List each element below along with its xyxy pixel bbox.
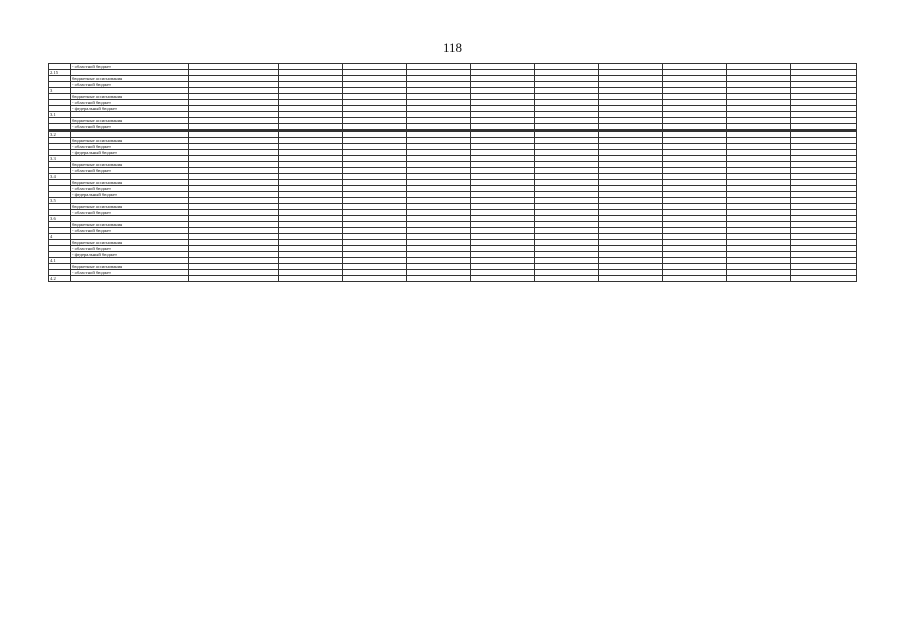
row-name-cell: - областной бюджет <box>71 210 189 216</box>
amount-cell <box>663 276 727 282</box>
row-name-cell: бюджетные ассигнования <box>71 264 189 270</box>
row-name-cell: - федеральный бюджет <box>71 192 189 198</box>
amount-cell <box>727 276 791 282</box>
amount-cell <box>791 276 857 282</box>
row-number-cell: 3.3 <box>49 156 71 162</box>
row-number-cell: 3.6 <box>49 216 71 222</box>
row-name-cell: - областной бюджет <box>71 270 189 276</box>
row-name-cell: - областной бюджет <box>71 144 189 150</box>
row-name-cell: бюджетные ассигнования <box>71 94 189 100</box>
row-name-cell: - федеральный бюджет <box>71 106 189 112</box>
row-name-cell: - областной бюджет <box>71 100 189 106</box>
table-row <box>49 276 857 282</box>
row-number-cell: 2.15 <box>49 70 71 76</box>
amount-cell <box>599 276 663 282</box>
amount-cell <box>279 276 343 282</box>
row-name-cell: - областной бюджет <box>71 246 189 252</box>
row-name-cell: бюджетные ассигнования <box>71 222 189 228</box>
row-number-cell: 4.2 <box>49 276 71 282</box>
row-number-cell: 4 <box>49 234 71 240</box>
executor-cell <box>189 276 279 282</box>
budget-table-body <box>49 64 857 282</box>
row-name-cell: бюджетные ассигнования <box>71 180 189 186</box>
amount-cell <box>407 276 471 282</box>
amount-cell <box>535 276 599 282</box>
row-number-cell: 3.2 <box>49 132 71 138</box>
amount-cell <box>343 276 407 282</box>
row-name-cell: - областной бюджет <box>71 64 189 70</box>
row-name-cell: бюджетные ассигнования <box>71 204 189 210</box>
row-name-cell <box>71 276 189 282</box>
row-number-cell: 3 <box>49 88 71 94</box>
row-name-cell: бюджетные ассигнования <box>71 138 189 144</box>
row-number-cell: 3.5 <box>49 198 71 204</box>
row-name-cell: бюджетные ассигнования <box>71 76 189 82</box>
page-number: 118 <box>442 40 463 55</box>
row-name-cell: - федеральный бюджет <box>71 150 189 156</box>
budget-table <box>48 63 857 282</box>
row-name-cell: - областной бюджет <box>71 186 189 192</box>
row-name-cell: бюджетные ассигнования <box>71 118 189 124</box>
row-name-cell: - областной бюджет <box>71 228 189 234</box>
amount-cell <box>471 276 535 282</box>
row-number-cell: 4.1 <box>49 258 71 264</box>
row-number-cell: 3.4 <box>49 174 71 180</box>
row-name-cell: - областной бюджет <box>71 168 189 174</box>
row-name-cell: бюджетные ассигнования <box>71 240 189 246</box>
row-number-cell: 3.1 <box>49 112 71 118</box>
row-name-cell: бюджетные ассигнования <box>71 162 189 168</box>
row-name-cell: - областной бюджет <box>71 82 189 88</box>
row-name-cell: - областной бюджет <box>71 124 189 130</box>
row-name-cell: - федеральный бюджет <box>71 252 189 258</box>
